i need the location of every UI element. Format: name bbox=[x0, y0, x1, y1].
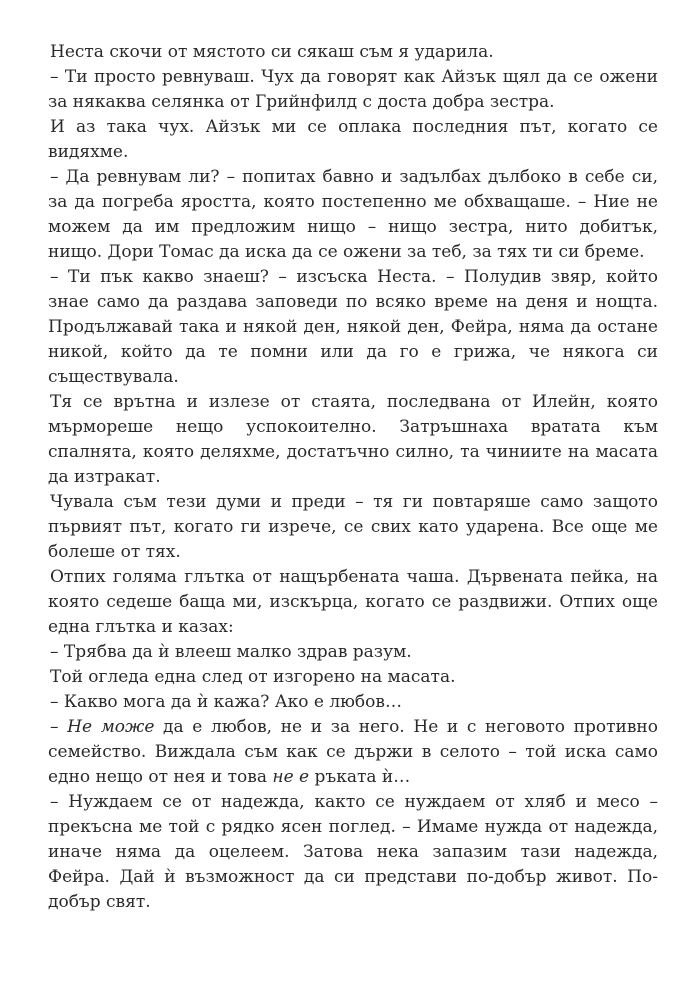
paragraph: И аз така чух. Айзък ми се оплака последния път, когато се видяхме. bbox=[48, 117, 658, 162]
text-run: – bbox=[50, 717, 68, 737]
paragraph: – Ти пък какво знаеш? – изсъска Неста. – Полудив звяр, който знае само да раздава заповеди по всяко време на деня и нощта. Продължавай така и някой ден, някой ден, Фейра, няма да остане никой, който да те помни или да го е грижа, че някога си съществувала. bbox=[48, 267, 658, 387]
text-run: да е любов, не и за него. Не и с неговото противно семейство. Виждала съм как се държи в селото – той иска само едно нещо от нея и това bbox=[48, 717, 658, 787]
text-run: ръката ѝ… bbox=[309, 767, 411, 787]
paragraph: Тя се врътна и излезе от стаята, последвана от Илейн, която мърмореше нещо успокоително. Затръшнаха вратата към спалнята, която деляхме, достатъчно силно, та чиниите на масата да изтракат. bbox=[48, 392, 658, 487]
emphasis-run: не е bbox=[272, 767, 310, 787]
paragraph: – Да ревнувам ли? – попитах бавно и задълбах дълбоко в себе си, за да погреба яростта, която постепенно ме обхващаше. – Ние не можем да им предложим нищо – нищо зестра, нито добитък, нищо. Дори Томас да иска да се ожени за теб, за тях ти си бреме. bbox=[48, 167, 658, 262]
paragraph: Отпих голяма глътка от нащърбената чаша. Дървената пейка, на която седеше баща ми, изскърца, когато се раздвижи. Отпих още една глътка и казах: bbox=[48, 567, 658, 637]
paragraph: – Ти просто ревнуваш. Чух да говорят как Айзък щял да се ожени за някаква селянка от Грийнфилд с доста добра зестра. bbox=[48, 67, 658, 112]
page-body-text bbox=[48, 40, 658, 915]
paragraph: Той огледа една след от изгорено на масата. bbox=[50, 667, 456, 687]
paragraph: Неста скочи от мястото си сякаш съм я ударила. bbox=[50, 42, 494, 62]
paragraph: – Какво мога да ѝ кажа? Ако е любов… bbox=[50, 692, 402, 712]
emphasis-run: Не може bbox=[67, 717, 155, 737]
paragraph: – Трябва да ѝ влееш малко здрав разум. bbox=[50, 642, 412, 662]
paragraph-with-emphasis bbox=[48, 715, 658, 790]
paragraph: – Нуждаем се от надежда, както се нуждаем от хляб и месо – прекъсна ме той с рядко ясен поглед. – Имаме нужда от надежда, иначе няма да оцелеем. Затова нека запазим тази надежда, Фейра. Дай ѝ възможност да си представи по-добър живот. По-добър свят. bbox=[48, 792, 658, 912]
paragraph: Чувала съм тези думи и преди – тя ги повтаряше само защото първият път, когато ги изрече, се свих като ударена. Все още ме болеше от тях. bbox=[48, 492, 658, 562]
